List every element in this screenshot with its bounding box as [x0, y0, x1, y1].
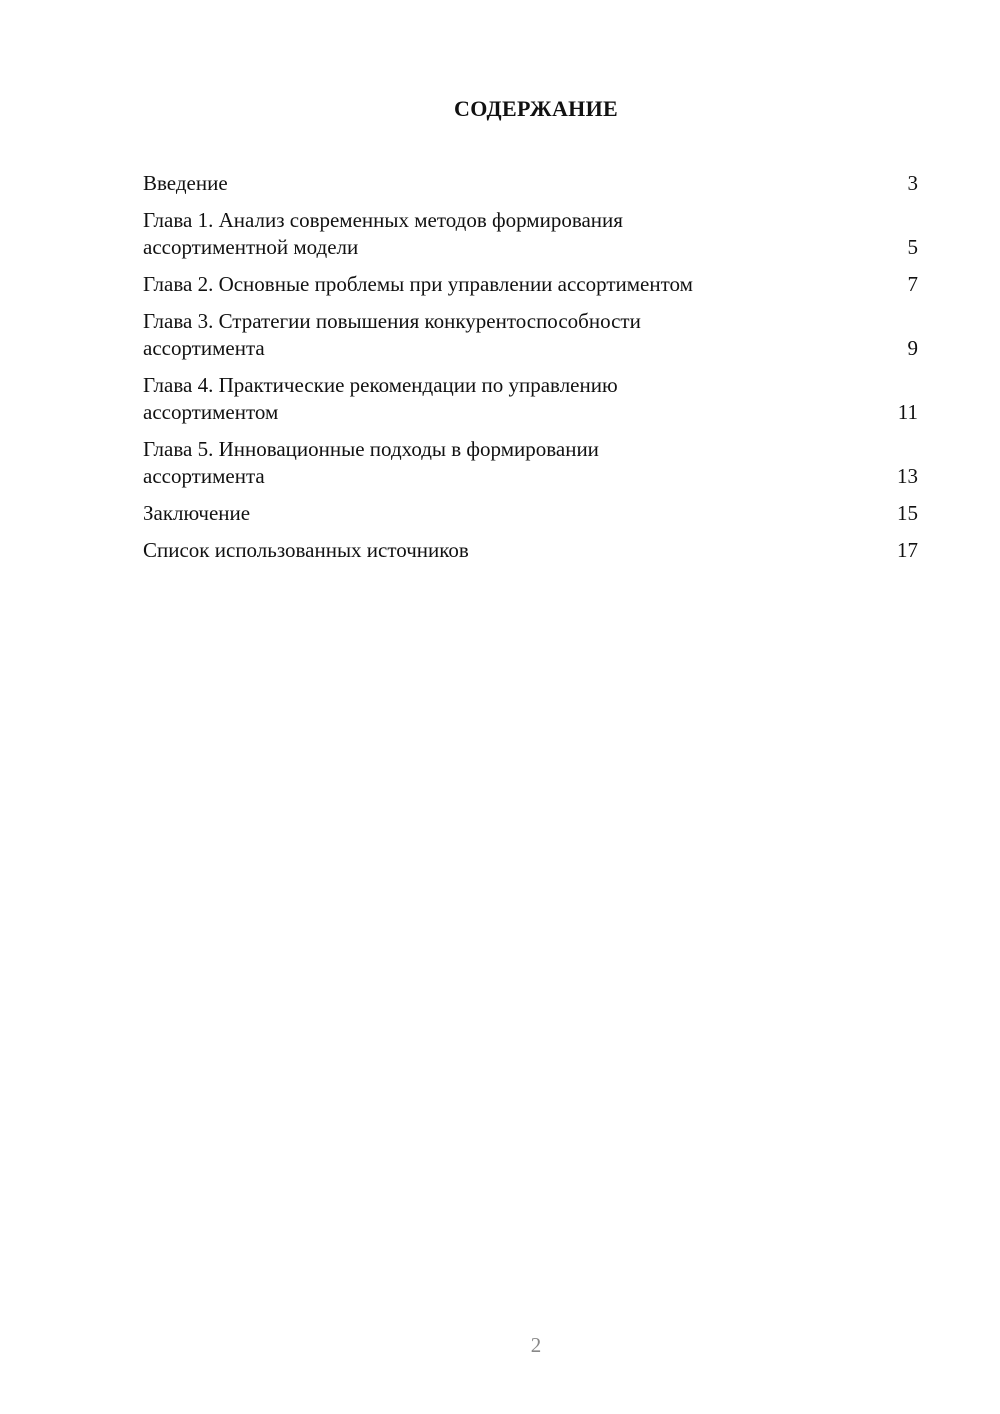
toc-entry-label: Список использованных источников [143, 538, 469, 562]
toc-entry-page: 17 [897, 538, 918, 562]
toc-entry-page: 15 [897, 501, 918, 525]
toc-entry-chapter-5 [143, 436, 918, 490]
toc-entry-page: 7 [907, 272, 918, 296]
toc-entry-chapter-4 [143, 372, 918, 426]
toc-entry-label-continued: ассортиментной модели [143, 235, 359, 259]
table-of-contents [143, 170, 918, 574]
toc-entry-page: 9 [907, 336, 918, 360]
toc-entry-label: Глава 3. Стратегии повышения конкурентоспособности [143, 309, 641, 333]
toc-entry-label-continued: ассортиментом [143, 400, 279, 424]
toc-entry-page: 3 [907, 171, 918, 195]
toc-entry-label: Глава 2. Основные проблемы при управлении ассортиментом [143, 272, 693, 296]
toc-entry-label: Заключение [143, 501, 251, 525]
page-number: 2 [530, 1333, 542, 1357]
toc-entry-label-continued: ассортимента [143, 336, 265, 360]
toc-entry-page: 5 [907, 235, 918, 259]
toc-entry-chapter-3 [143, 308, 918, 362]
toc-entry-chapter-2 [143, 271, 918, 298]
toc-entry-label: Введение [143, 171, 228, 195]
toc-entry-label: Глава 4. Практические рекомендации по управлению [143, 373, 618, 397]
toc-entry-page: 11 [897, 400, 918, 424]
page-title: СОДЕРЖАНИЕ [454, 96, 618, 121]
toc-entry-introduction [143, 170, 918, 197]
toc-entry-references [143, 537, 918, 564]
toc-entry-label-continued: ассортимента [143, 464, 265, 488]
toc-entry-label: Глава 5. Инновационные подходы в формировании [143, 437, 599, 461]
toc-entry-label: Глава 1. Анализ современных методов формирования [143, 208, 623, 232]
toc-entry-page: 13 [897, 464, 918, 488]
toc-entry-conclusion [143, 500, 918, 527]
toc-entry-chapter-1 [143, 207, 918, 261]
